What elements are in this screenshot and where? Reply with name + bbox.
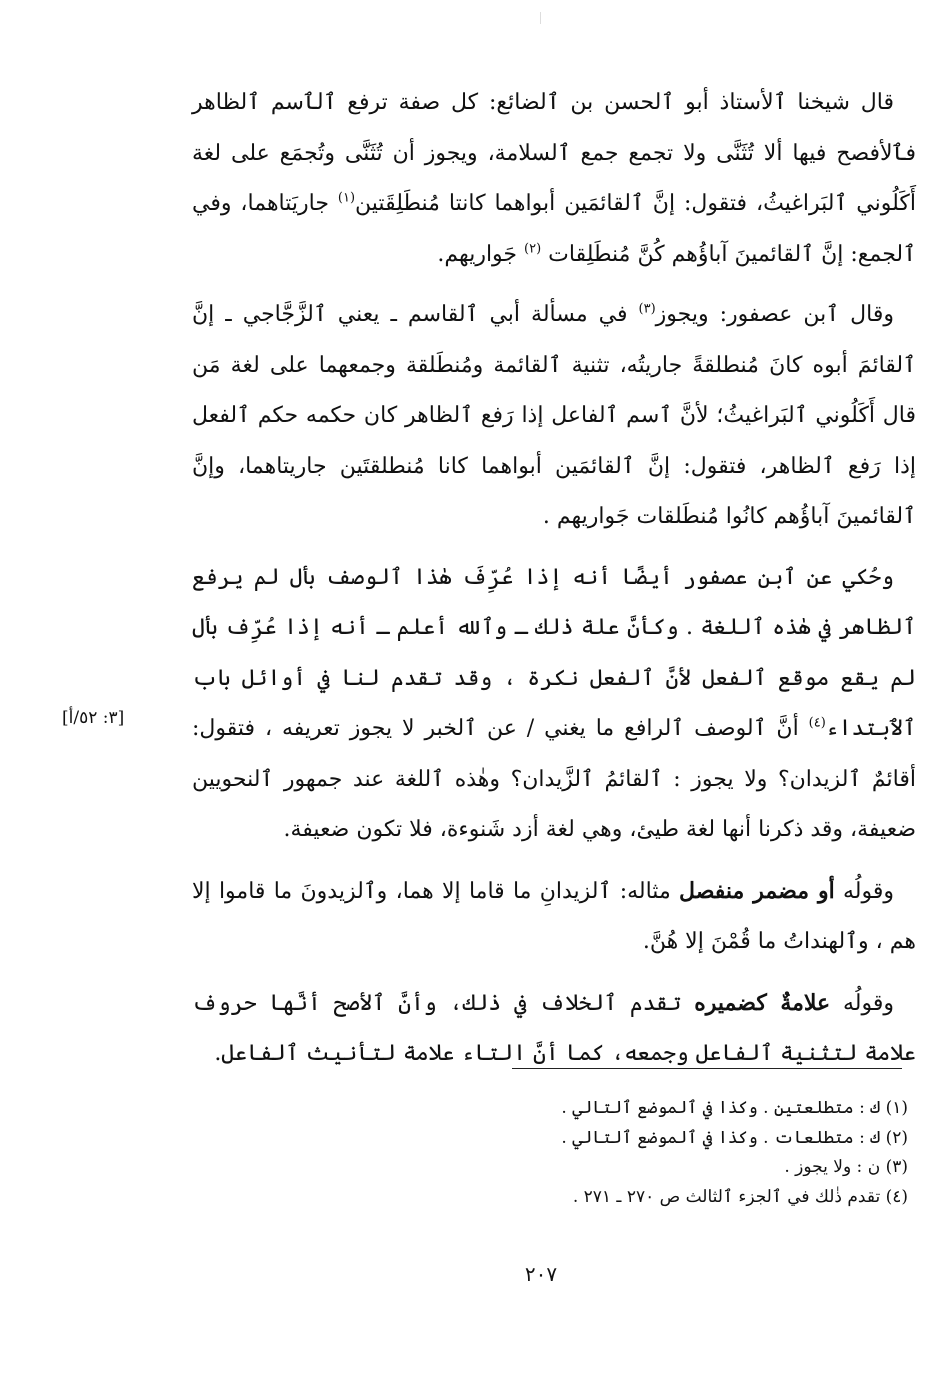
scan-mark [540, 12, 541, 24]
text-run: وقولُه [830, 990, 894, 1016]
margin-manuscript-reference: [٣: ٥٢/أ] [62, 708, 125, 728]
footnote-marker: (١) [337, 190, 356, 206]
paragraph-1 [192, 78, 916, 280]
text-run: وقال ٱبن عصفور: ويجوز [655, 302, 894, 327]
text-run: جَواريهم. [437, 241, 525, 267]
footnote-1: (١) ك : متطلعتين . وكذا في ٱلموضع ٱلتالي . [561, 1098, 908, 1118]
quoted-term: علامةٌ كضميره [694, 989, 831, 1016]
text-run: مثاله: ٱلزيدانِ ما قاما إلا هما، وٱلزيدونَ ما قاموا إلا هم ، وٱلهنداتُ ما قُمْنَ إلا هُنَّ. [192, 878, 916, 954]
quoted-term: أو مضمر منفصل [679, 877, 835, 904]
paragraph-3 [192, 553, 916, 856]
text-run: وقولُه [834, 878, 894, 904]
footnote-2: (٢) ك : متطلعات . وكذا في ٱلموضع ٱلتالي . [561, 1127, 908, 1148]
paragraph-4 [192, 866, 916, 968]
footnote-marker: (٤) [808, 715, 826, 731]
paragraph-5 [192, 978, 916, 1080]
text-run: جاريَتاهما، وفي ٱلجمع: إنَّ ٱلقائمينَ آباؤُهم كُنَّ مُنطَلِقات [192, 191, 916, 267]
text-run: أنَّ ٱلوصف ٱلرافع ما يغني / عن ٱلخبر لا يجوز تعريفه ، فتقول: أقائمٌ ٱلزيدان؟ ولا يجوز : ٱلقائمُ ٱلزَّيدان؟ وهٰذه ٱللغة عند جمهور ٱلنحويين ضعيفة، وقد ذكرنا أنها لغة طيئ، وهي لغة أزد شَنوءة، فلا تكون ضعيفة. [192, 716, 916, 842]
paragraph-2 [192, 290, 916, 543]
footnote-marker: (٣) [638, 301, 656, 317]
footnote-divider [512, 1068, 902, 1069]
text-run: وحُكي عن ٱبن عصفور أيضًا أنه إذا عُرِّفَ هٰذا ٱلوصف بأل لم يرفع ٱلظاهر في هٰذه ٱللغة . وكأنَّ علة ذٰلك ـ وٱلله أعلم ـ أنه إذا عُرِّف بأل لم يقع موقع ٱلفعل لأنَّ ٱلفعل نكرة ، وقد تقدم لنا في أوائل باب ٱلٱبتداء [192, 564, 916, 741]
footnote-3: (٣) ن : ولا يجوز . [784, 1157, 908, 1177]
page-number: ٢٠٧ [524, 1262, 558, 1286]
text-run: في مسألة أبي ٱلقاسم ـ يعني ٱلزَّجَّاجي ـ إنَّ ٱلقائمَ أبوه كانَ مُنطلقةً جاريتُه، تثنية ٱلقائمة ومُنطَلقة وجمعهما على لغة مَن قال أَكَلُوني ٱلبَراغيثُ؛ لأنَّ ٱسم ٱلفاعل إذا رَفع ٱلظاهر كان حكمه حكم ٱلفعل إذا رَفع ٱلظاهر، فتقول: إنَّ ٱلقائمَين أبواهما كانا مُنطلقتَين جاريتاهما، وإنَّ ٱلقائمينَ آباؤُهم كانُوا مُنطَلقات جَواريهم . [192, 302, 916, 529]
footnotes [192, 1094, 908, 1212]
footnote-4: (٤) تقدم ذٰلك في ٱلجزء ٱلثالث ص ٢٧٠ ـ ٢٧١ . [572, 1186, 908, 1207]
text-run: تقدم ٱلخلاف في ذٰلك، وأنَّ ٱلأصح أنَّها حروف علامة لتثنية ٱلفاعل وجمعه، كما أنَّ التاء علامة لتأنيث ٱلفاعل. [192, 990, 916, 1066]
main-text [192, 78, 916, 1090]
text-run: قال شيخنا ٱلأستاذ أبو ٱلحسن بن ٱلضائع: كل صفة ترفع ٱلٱسم ٱلظاهر فٱلأفصح فيها ألا تُثَنَّى ولا تجمع جمع ٱلسلامة، ويجوز أن تُثَنَّى وتُجمَع على لغة أَكَلُوني ٱلبَراغيثُ، فتقول: إنَّ ٱلقائمَين أبواهما كانتا مُنطَلِقَتين [192, 90, 916, 216]
footnote-marker: (٢) [524, 241, 542, 257]
